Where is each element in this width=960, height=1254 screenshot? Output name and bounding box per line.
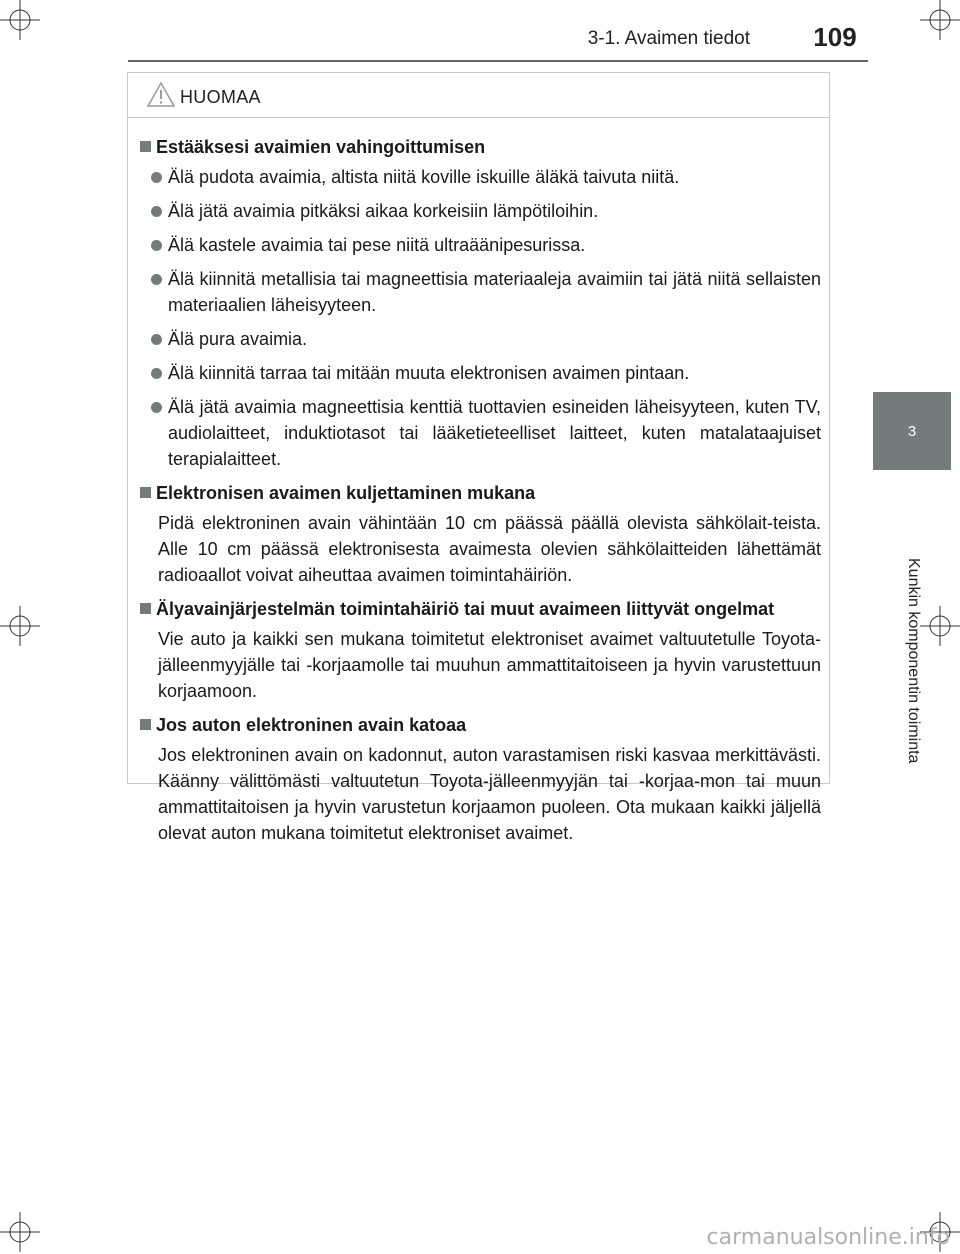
- crop-mark-top-left: [0, 0, 40, 40]
- section-heading: Älyavainjärjestelmän toimintahäiriö tai muut avaimeen liittyvät ongelmat: [156, 599, 775, 619]
- chapter-number: 3: [907, 422, 917, 440]
- notice-title: HUOMAA: [180, 87, 261, 107]
- round-bullet-icon: [151, 206, 162, 217]
- notice-box: [127, 72, 830, 843]
- header-divider: [128, 60, 868, 62]
- round-bullet-icon: [151, 368, 162, 379]
- list-item-text: Älä kastele avaimia tai pese niitä ultraäänipesurissa.: [168, 235, 586, 255]
- crop-mark-top-right: [920, 0, 960, 40]
- list-item-text: Älä jätä avaimia magneettisia kenttiä tuottavien esineiden läheisyyteen, kuten TV, audiolaitteet, induktiotasot tai lääketieteelliset laitteet, kuten matalataajuiset terapialaitteet.: [168, 397, 821, 469]
- notice-header: [128, 73, 829, 118]
- notice-body: [128, 118, 829, 846]
- list-item: [136, 394, 821, 472]
- square-bullet-icon: [140, 141, 151, 152]
- list-item-text: Älä pura avaimia.: [168, 329, 308, 349]
- page-number: 109: [813, 22, 857, 52]
- list-item: [136, 232, 821, 258]
- list-item: [136, 164, 821, 190]
- list-item: [136, 198, 821, 224]
- round-bullet-icon: [151, 402, 162, 413]
- list-item: [136, 266, 821, 318]
- round-bullet-icon: [151, 274, 162, 285]
- section-heading: Estääksesi avaimien vahingoittumisen: [156, 137, 486, 157]
- square-bullet-icon: [140, 719, 151, 730]
- notice-section: [136, 480, 821, 588]
- crop-mark-middle-left: [0, 606, 40, 646]
- notice-section: [136, 134, 821, 472]
- chapter-tab: [873, 392, 951, 470]
- round-bullet-icon: [151, 334, 162, 345]
- section-paragraph: Vie auto ja kaikki sen mukana toimitetut elektroniset avaimet valtuutetulle Toyota-jälleenmyyjälle tai -korjaamolle tai muuhun ammattitaitoiseen ja hyvin varustettuun korjaamoon.: [158, 629, 821, 701]
- list-item-text: Älä kiinnitä metallisia tai magneettisia materiaaleja avaimiin tai jätä niitä sellaisten materiaalien läheisyyteen.: [168, 269, 821, 315]
- list-item-text: Älä kiinnitä tarraa tai mitään muuta elektronisen avaimen pintaan.: [168, 363, 690, 383]
- section-heading: Jos auton elektroninen avain katoaa: [156, 715, 467, 735]
- chapter-title-vertical: [902, 558, 922, 764]
- crop-mark-bottom-left: [0, 1212, 40, 1252]
- notice-section: [136, 596, 821, 704]
- section-paragraph: Jos elektroninen avain on kadonnut, auton varastamisen riski kasvaa merkittävästi. Käänny välittömästi valtuutetun Toyota-jälleenmyyjän tai -korjaa-mon tai muun ammattitaitoisen ja hyvin varustetun korjaamon puoleen. Ota mukaan kaikki jäljellä olevat auton mukana toimitetut elektroniset avaimet.: [158, 745, 821, 843]
- notice-section: [136, 712, 821, 846]
- crop-mark-middle-right: [920, 606, 960, 646]
- square-bullet-icon: [140, 487, 151, 498]
- section-title: 3-1. Avaimen tiedot: [587, 28, 750, 49]
- list-item: [136, 360, 821, 386]
- chapter-title: Kunkin komponentin toiminta: [905, 558, 922, 764]
- list-item: [136, 326, 821, 352]
- section-paragraph: Pidä elektroninen avain vähintään 10 cm päässä päällä olevista sähkölait-teista. Alle 10 cm päässä elektronisesta avaimesta olevien sähkölaitteiden lähettämät radioaallot voivat aiheuttaa avaimen toimintahäiriön.: [158, 513, 821, 585]
- section-heading: Elektronisen avaimen kuljettaminen mukana: [156, 483, 536, 503]
- round-bullet-icon: [151, 240, 162, 251]
- round-bullet-icon: [151, 172, 162, 183]
- list-item-text: Älä jätä avaimia pitkäksi aikaa korkeisiin lämpötiloihin.: [168, 201, 599, 221]
- warning-triangle-icon: [146, 81, 176, 113]
- list-item-text: Älä pudota avaimia, altista niitä koville iskuille äläkä taivuta niitä.: [168, 167, 680, 187]
- square-bullet-icon: [140, 603, 151, 614]
- watermark: carmanualsonline.info: [706, 1225, 950, 1250]
